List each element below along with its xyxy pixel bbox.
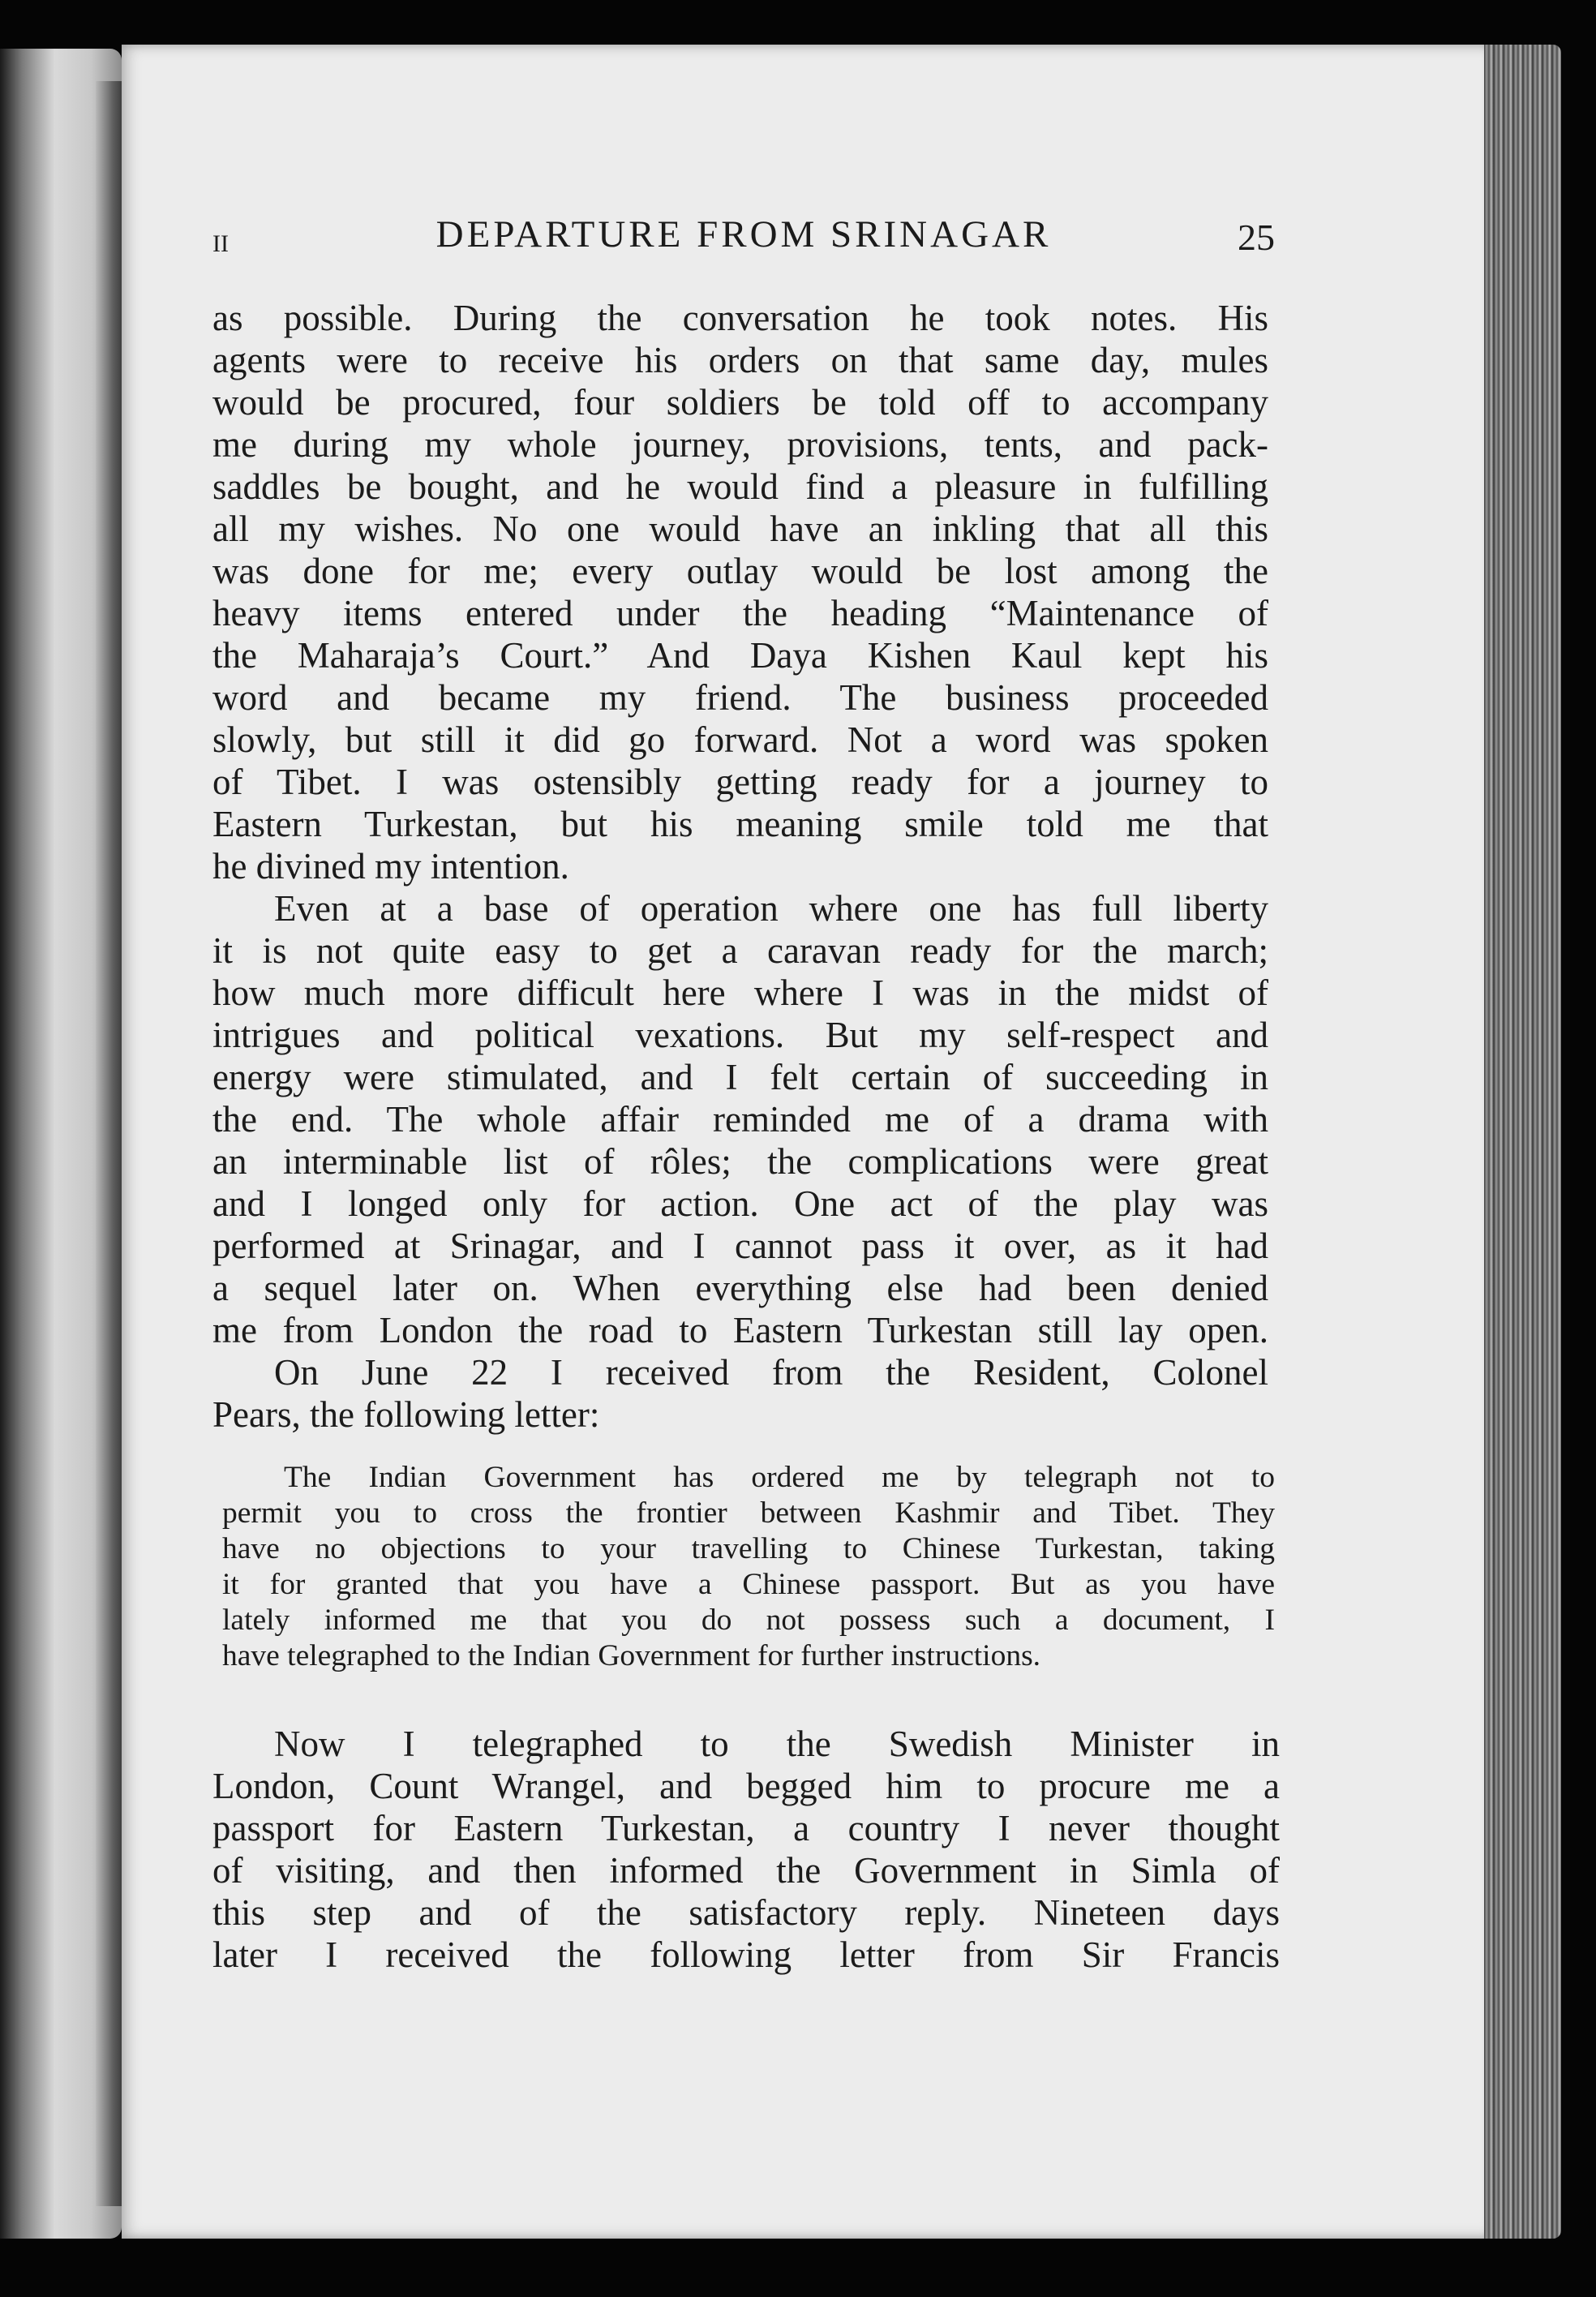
body-line: London, Count Wrangel, and begged him to procure me a [212, 1766, 1280, 1806]
body-line: it is not quite easy to get a caravan ready for the march; [212, 930, 1268, 971]
body-line: agents were to receive his orders on that same day, mules [212, 340, 1268, 380]
body-line: a sequel later on. When everything else had been denied [212, 1268, 1268, 1308]
quote-line: permit you to cross the frontier between Kashmir and Tibet. They [222, 1496, 1275, 1530]
body-line: passport for Eastern Turkestan, a country I never thought [212, 1808, 1280, 1848]
body-line: this step and of the satisfactory reply. Nineteen days [212, 1892, 1280, 1933]
body-line: Eastern Turkestan, but his meaning smile told me that [212, 804, 1268, 844]
quote-line: lately informed me that you do not possess such a document, I [222, 1604, 1275, 1637]
chapter-marker: II [212, 230, 229, 257]
body-line: was done for me; every outlay would be lost among the [212, 551, 1268, 591]
body-line: me from London the road to Eastern Turkestan still lay open. [212, 1310, 1268, 1350]
body-line: word and became my friend. The business proceeded [212, 677, 1268, 718]
body-line: energy were stimulated, and I felt certain of succeeding in [212, 1057, 1268, 1097]
body-line: Now I telegraphed to the Swedish Minister in [274, 1724, 1280, 1764]
body-line: would be procured, four soldiers be told off to accompany [212, 382, 1268, 423]
body-line: On June 22 I received from the Resident, Colonel [274, 1352, 1268, 1393]
quote-line: it for granted that you have a Chinese passport. But as you have [222, 1568, 1275, 1601]
quote-line: have telegraphed to the Indian Government for further instructions. [222, 1639, 1041, 1672]
body-line: the end. The whole affair reminded me of a drama with [212, 1099, 1268, 1140]
page-number: 25 [1238, 217, 1275, 258]
page-block-edges [1484, 45, 1561, 2239]
body-line: how much more difficult here where I was in the midst of [212, 972, 1268, 1013]
body-line: the Maharaja’s Court.” And Daya Kishen Kaul kept his [212, 635, 1268, 676]
quote-line: The Indian Government has ordered me by telegraph not to [284, 1461, 1275, 1494]
body-line: as possible. During the conversation he took notes. His [212, 298, 1268, 338]
body-line: Pears, the following letter: [212, 1394, 600, 1435]
body-line: an interminable list of rôles; the complications were great [212, 1141, 1268, 1182]
body-line: heavy items entered under the heading “Maintenance of [212, 593, 1268, 633]
body-line: slowly, but still it did go forward. Not a word was spoken [212, 719, 1268, 760]
running-title: DEPARTURE FROM SRINAGAR [435, 213, 1052, 255]
body-line: me during my whole journey, provisions, tents, and pack- [212, 424, 1268, 465]
body-line: performed at Srinagar, and I cannot pass it over, as it had [212, 1226, 1268, 1266]
body-line: of Tibet. I was ostensibly getting ready for a journey to [212, 762, 1268, 802]
body-line: Even at a base of operation where one has full liberty [274, 888, 1268, 929]
body-line: he divined my intention. [212, 846, 569, 887]
running-head [212, 213, 1275, 269]
body-line: intrigues and political vexations. But my self-respect and [212, 1015, 1268, 1055]
body-line: of visiting, and then informed the Government in Simla of [212, 1850, 1280, 1891]
body-line: and I longed only for action. One act of the play was [212, 1183, 1268, 1224]
body-line: all my wishes. No one would have an inkling that all this [212, 509, 1268, 549]
body-line: saddles be bought, and he would find a pleasure in fulfilling [212, 466, 1268, 507]
body-line: later I received the following letter from Sir Francis [212, 1934, 1280, 1975]
quote-line: have no objections to your travelling to Chinese Turkestan, taking [222, 1532, 1275, 1565]
